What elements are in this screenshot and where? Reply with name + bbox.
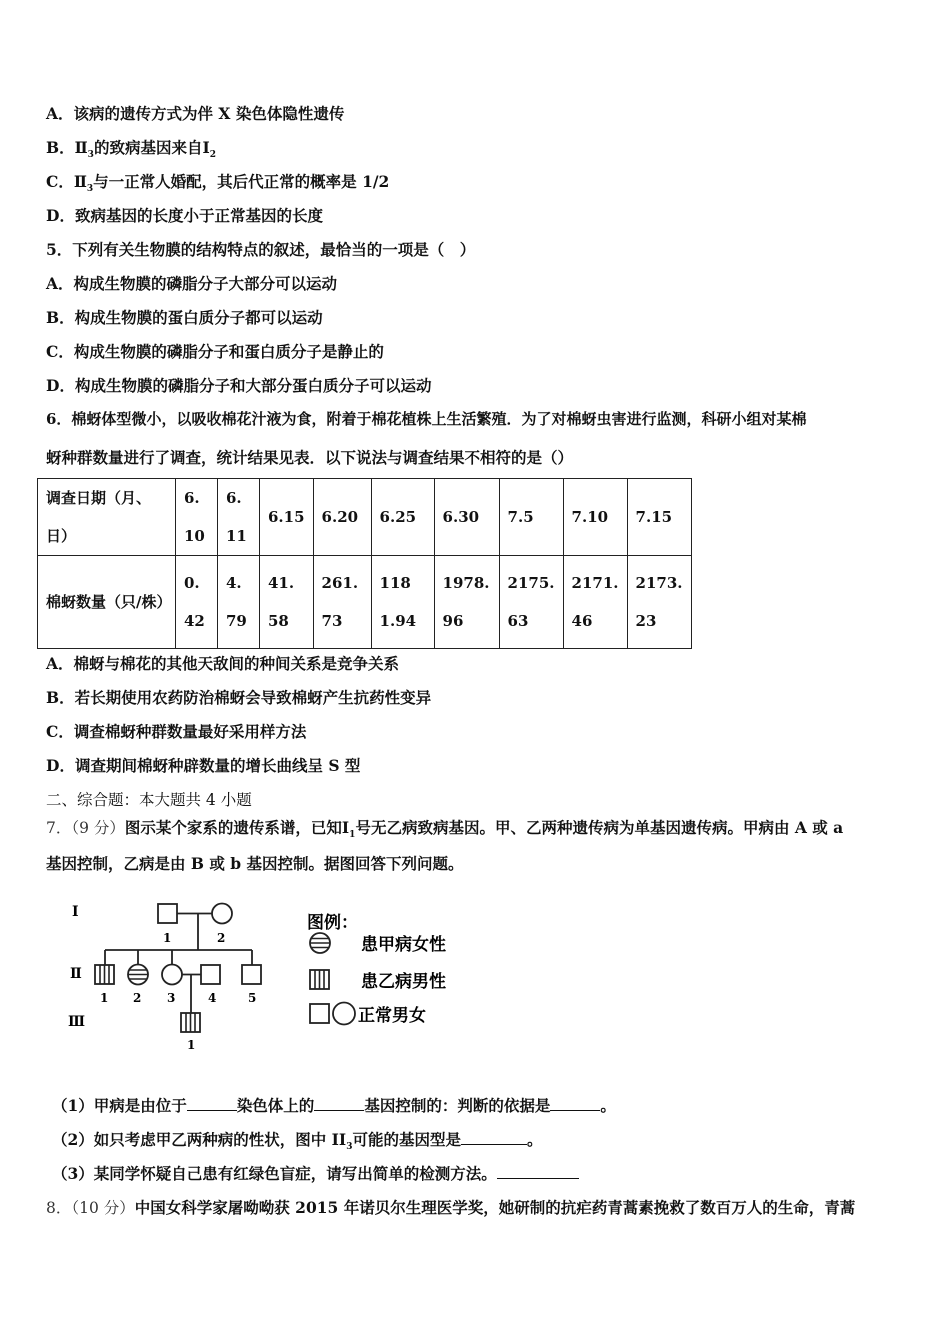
- q7-sub3: [52, 1162, 579, 1184]
- q7-stem-line1: [46, 816, 843, 840]
- table-row-counts: [38, 556, 692, 649]
- table-cell: 4.79: [218, 556, 260, 649]
- table-cell: 0.42: [176, 556, 218, 649]
- table-cell: 7.10: [563, 479, 627, 556]
- q6-option-c: C．调查棉蚜种群数量最好采用样方法: [46, 722, 307, 741]
- q5-option-b: B．构成生物膜的蛋白质分子都可以运动: [46, 308, 323, 327]
- q7-sub1-c: 基因控制的：判断的依据是: [364, 1096, 551, 1115]
- gen-label-1: Ⅰ: [72, 904, 79, 920]
- table-cell: 1978.96: [434, 556, 499, 649]
- legend-title: 图例：: [307, 913, 358, 933]
- q5-stem: 5．下列有关生物膜的结构特点的叙述，最恰当的一项是（ ）: [46, 240, 476, 259]
- pedigree-II3-number: 3: [167, 991, 176, 1005]
- q7-sub2-c: 。: [526, 1130, 543, 1149]
- q4-option-c-sub: 3: [86, 184, 94, 195]
- legend-disease-b-male-label: 患乙病男性: [361, 972, 446, 992]
- q7-stem-b: 号无乙病致病基因。甲、乙两种遗传病为单基因遗传病。甲病由 A 或 a: [355, 818, 844, 837]
- section2-title: 二、综合题：本大题共 4 小题: [46, 791, 252, 809]
- q5-option-c: C．构成生物膜的磷脂分子和蛋白质分子是静止的: [46, 342, 384, 361]
- pedigree-III1-number: 1: [187, 1038, 196, 1052]
- pedigree-diagram: [60, 896, 480, 1056]
- q4-option-b-mid: 的致病基因来自Ⅰ: [93, 138, 210, 157]
- pedigree-II4-number: 4: [208, 991, 217, 1005]
- q6-stem-line1: 6．棉蚜体型微小，以吸收棉花汁液为食，附着于棉花植株上生活繁殖．为了对棉蚜虫害进行监测，科研小组对某棉: [46, 410, 807, 428]
- q6-option-a: A．棉蚜与棉花的其他天敌间的种间关系是竞争关系: [46, 654, 400, 673]
- table-header-date: 调查日期（月、日）: [38, 479, 176, 556]
- pedigree-II1-number: 1: [100, 991, 109, 1005]
- q4-option-c-rest: 与一正常人婚配，其后代正常的概率是 1/2: [93, 172, 390, 191]
- table-cell: 6.11: [218, 479, 260, 556]
- q8-stem-text: 中国女科学家屠呦呦获 2015 年诺贝尔生理医学奖，她研制的抗疟药青蒿素挽救了数百万人的生命，青蒿: [134, 1198, 856, 1217]
- q7-sub1: [52, 1094, 616, 1116]
- q6-survey-table: [37, 478, 692, 649]
- table-cell: 6.15: [260, 479, 314, 556]
- q7-sub2-a: （2）如只考虑甲乙两种病的性状，图中 II: [52, 1130, 347, 1149]
- q4-option-b: [46, 136, 216, 160]
- q7-sub2-sub: 3: [346, 1142, 353, 1153]
- pedigree-II4-male: [201, 965, 220, 984]
- table-cell: 1181.94: [371, 556, 434, 649]
- pedigree-II5-number: 5: [248, 991, 257, 1005]
- pedigree-I1-number: 1: [163, 931, 172, 945]
- q7-sub2-b: 可能的基因型是: [352, 1130, 461, 1149]
- pedigree-I1-male: [158, 904, 177, 923]
- table-cell: 6.30: [434, 479, 499, 556]
- gen-label-2: Ⅱ: [70, 966, 82, 982]
- answer-blank[interactable]: [314, 1096, 364, 1111]
- answer-blank[interactable]: [187, 1096, 237, 1111]
- gen-label-3: Ⅲ: [68, 1014, 86, 1030]
- table-row-dates: [38, 479, 692, 556]
- legend-disease-a-female-icon: [310, 933, 330, 953]
- answer-blank[interactable]: [550, 1096, 600, 1111]
- q6-option-b: B．若长期使用农药防治棉蚜会导致棉蚜产生抗药性变异: [46, 688, 432, 707]
- table-cell: 2175.63: [499, 556, 563, 649]
- q7-stem-line2: 基因控制，乙病是由 B 或 b 基因控制。据图回答下列问题。: [46, 854, 464, 873]
- pedigree-III1-male-disease-b: [181, 1013, 200, 1032]
- table-cell: 6.25: [371, 479, 434, 556]
- pedigree-II2-female-disease-a: [128, 965, 148, 985]
- q7-sub1-b: 染色体上的: [236, 1096, 315, 1115]
- q7-sub1-a: （1）甲病是由位于: [52, 1096, 187, 1115]
- q6-option-d: D．调查期间棉蚜种辟数量的增长曲线呈 S 型: [46, 756, 361, 775]
- legend-normal-label: 正常男女: [358, 1006, 426, 1026]
- q4-option-c-prefix: C．Ⅱ: [46, 172, 87, 191]
- table-cell: 7.15: [627, 479, 691, 556]
- q4-option-b-sub1: 3: [87, 150, 94, 161]
- q8-number: 8．（10 分）: [46, 1199, 135, 1217]
- legend-normal-male-icon: [310, 1004, 329, 1023]
- table-cell: 6.10: [176, 479, 218, 556]
- pedigree-I2-female: [212, 904, 232, 924]
- answer-blank[interactable]: [497, 1164, 579, 1179]
- q6-stem-line2: 蚜种群数量进行了调查，统计结果见表．以下说法与调查结果不相符的是（）: [46, 448, 574, 467]
- q7-sub3-text: （3）某同学怀疑自己患有红绿色盲症，请写出简单的检测方法。: [52, 1164, 497, 1183]
- pedigree-II3-female: [162, 965, 182, 985]
- q4-option-a: A．该病的遗传方式为伴 X 染色体隐性遗传: [46, 104, 345, 123]
- table-header-count: 棉蚜数量（只/株）: [38, 556, 176, 649]
- pedigree-II2-number: 2: [133, 991, 142, 1005]
- q4-option-b-prefix: B．Ⅱ: [46, 138, 88, 157]
- legend-disease-b-male-icon: [310, 970, 329, 989]
- legend-disease-a-female-label: 患甲病女性: [361, 935, 446, 955]
- table-cell: 261.73: [313, 556, 371, 649]
- table-cell: 2173.23: [627, 556, 691, 649]
- q7-sub2: [52, 1128, 542, 1152]
- q7-stem-a: 图示某个家系的遗传系谱，已知Ⅰ: [124, 818, 350, 837]
- q4-option-b-sub2: 2: [209, 150, 216, 161]
- table-cell: 7.5: [499, 479, 563, 556]
- q5-option-a: A．构成生物膜的磷脂分子大部分可以运动: [46, 274, 338, 293]
- pedigree-II5-male: [242, 965, 261, 984]
- table-cell: 41.58: [260, 556, 314, 649]
- q7-number: 7．（9 分）: [46, 819, 125, 837]
- pedigree-II1-male-disease-b: [95, 965, 114, 984]
- legend-normal-female-icon: [333, 1003, 355, 1025]
- q4-option-d: D．致病基因的长度小于正常基因的长度: [46, 206, 323, 225]
- table-cell: 2171.46: [563, 556, 627, 649]
- q8-stem: [46, 1196, 855, 1218]
- q5-option-d: D．构成生物膜的磷脂分子和大部分蛋白质分子可以运动: [46, 376, 432, 395]
- q7-stem-sub: 1: [349, 830, 356, 841]
- q7-sub1-d: 。: [600, 1096, 616, 1115]
- q4-option-c: [46, 170, 389, 194]
- answer-blank[interactable]: [461, 1130, 527, 1145]
- table-cell: 6.20: [313, 479, 371, 556]
- pedigree-I2-number: 2: [217, 931, 226, 945]
